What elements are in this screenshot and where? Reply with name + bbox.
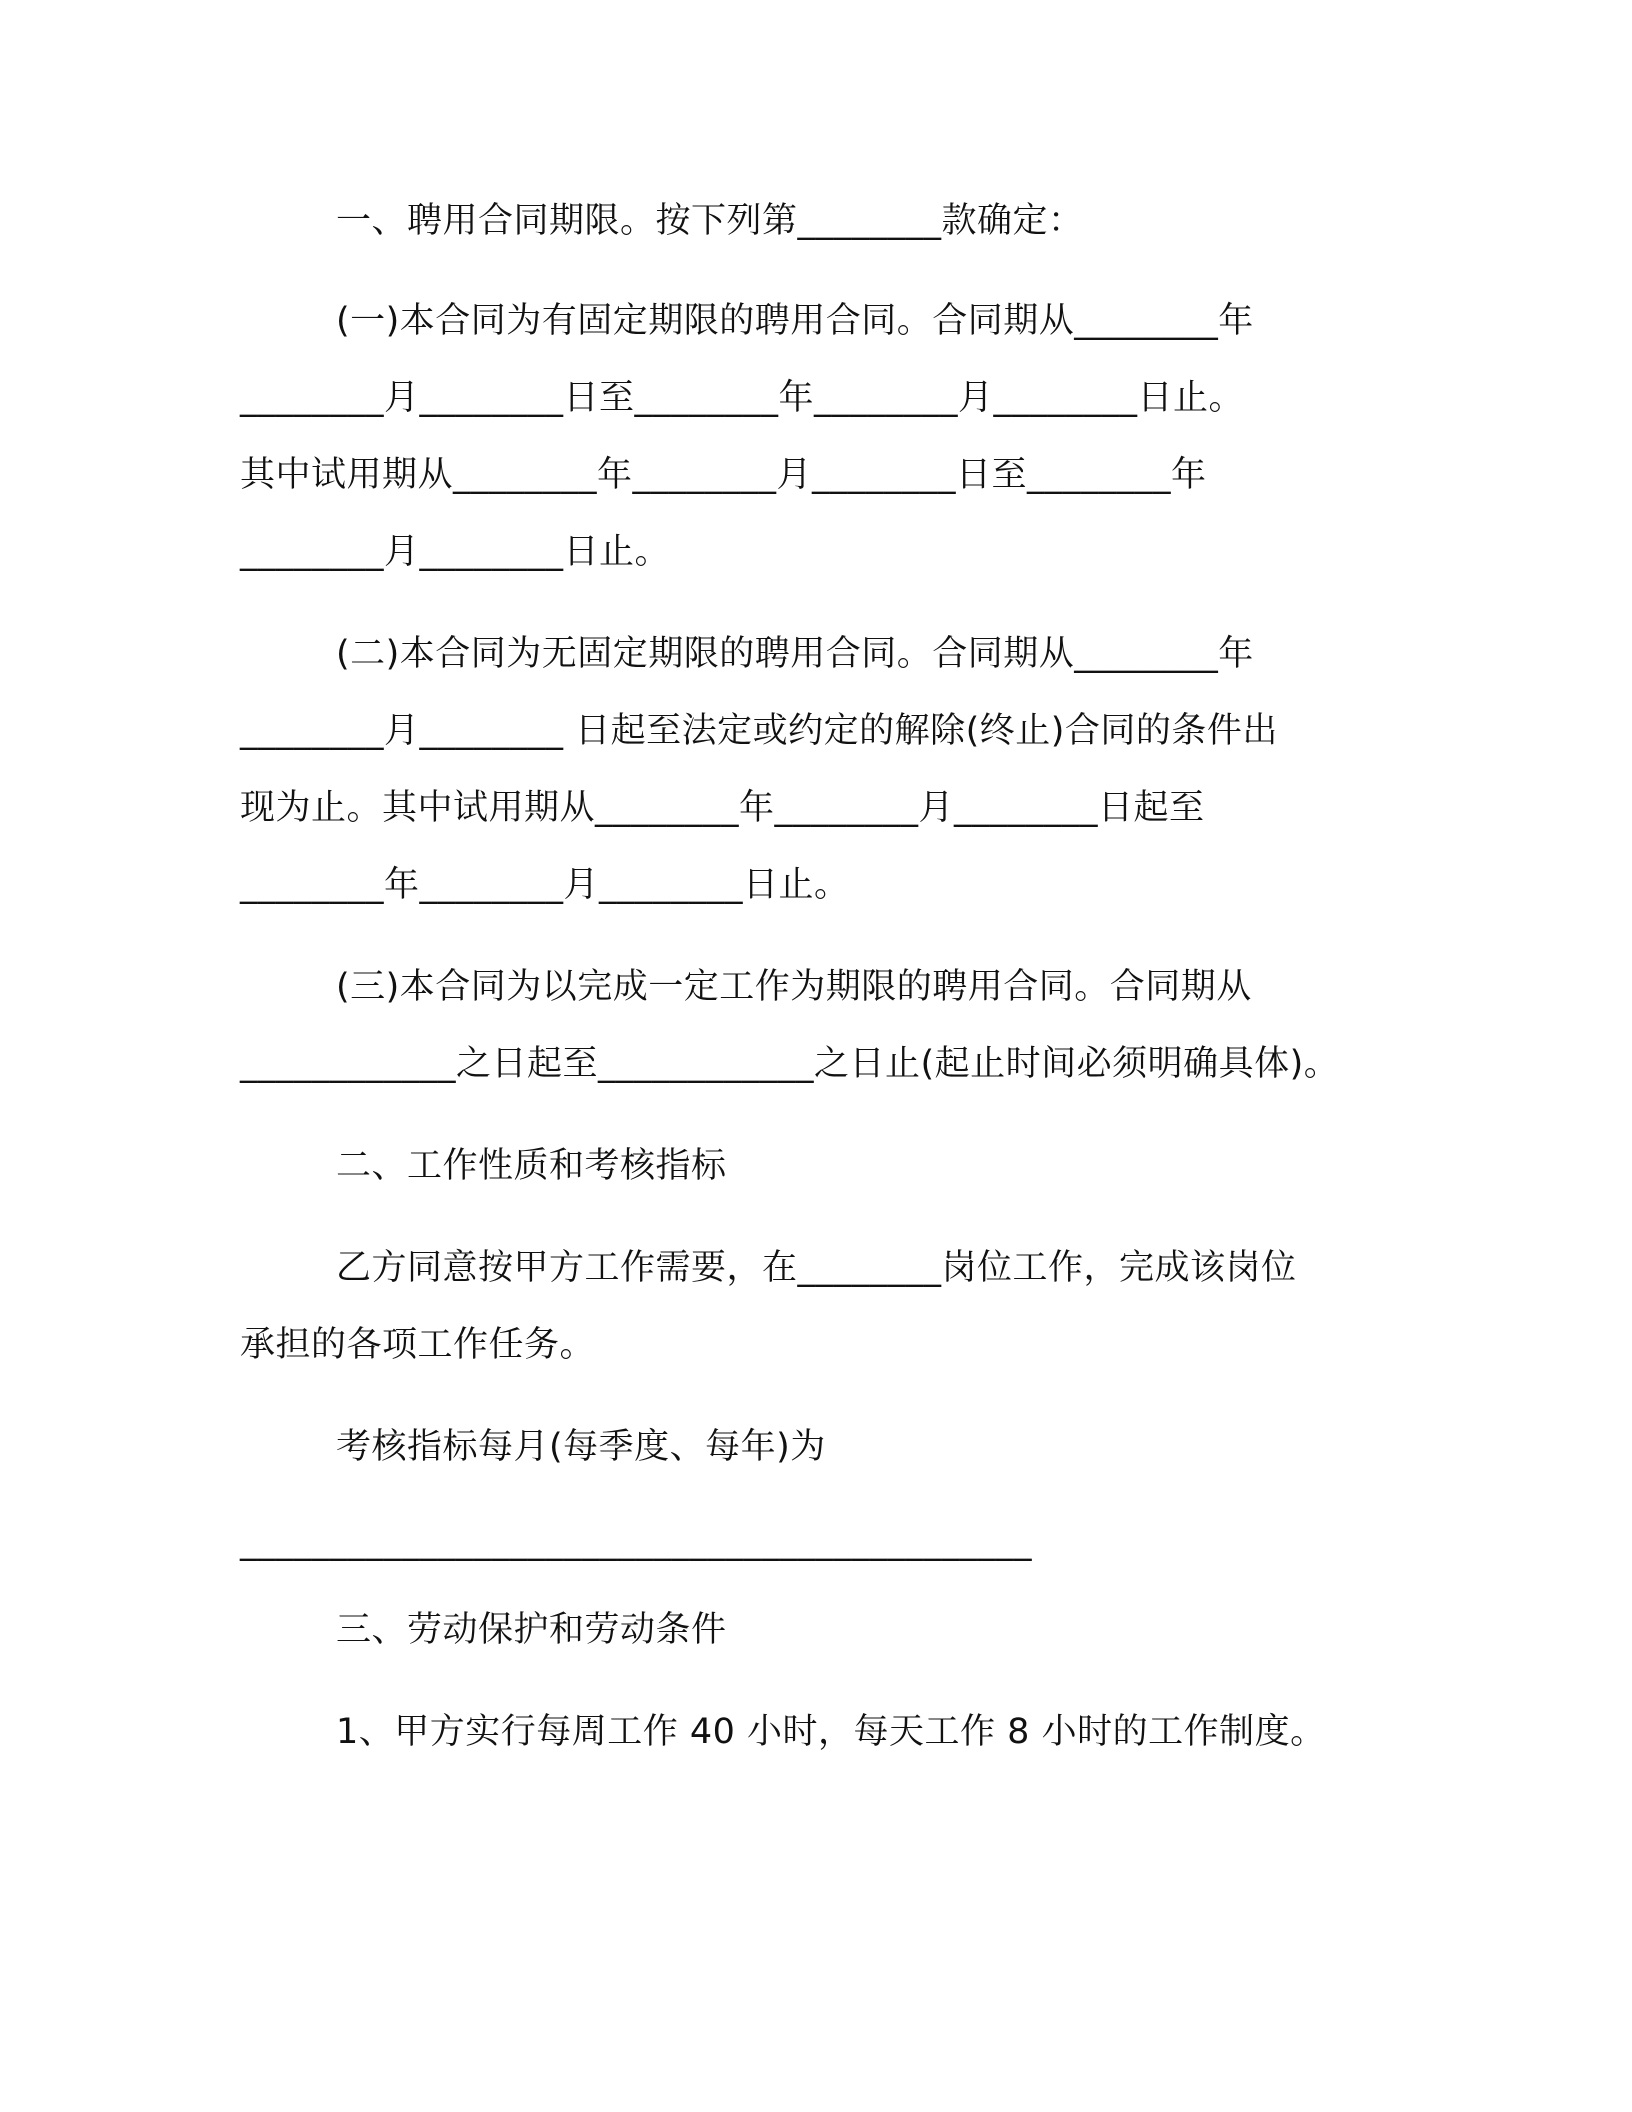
clause-1-line-3: 其中试用期从________年________月________日至________年 <box>240 455 1207 495</box>
clause-2-line-4: ________年________月________日止。 <box>240 865 850 905</box>
clause-1-line-1: (一)本合同为有固定期限的聘用合同。合同期从________年 <box>336 301 1254 341</box>
clause-1-line-4: ________月________日止。 <box>240 532 671 572</box>
clause-3-line-2: ____________之日起至____________之日止(起止时间必须明确具体)。 <box>240 1044 1340 1084</box>
section-2-para-line-1: 乙方同意按甲方工作需要，在________岗位工作，完成该岗位 <box>336 1248 1297 1288</box>
section-3-item-1: 1、甲方实行每周工作 40 小时，每天工作 8 小时的工作制度。 <box>336 1712 1326 1752</box>
section-1-heading: 一、聘用合同期限。按下列第________款确定： <box>336 201 1084 241</box>
clause-3-line-1: (三)本合同为以完成一定工作为期限的聘用合同。合同期从 <box>336 967 1252 1007</box>
section-2-para-line-2: 承担的各项工作任务。 <box>240 1325 596 1365</box>
clause-1-line-2: ________月________日至________年________月________日止。 <box>240 378 1245 418</box>
clause-2-line-3: 现为止。其中试用期从________年________月________日起至 <box>240 788 1205 828</box>
clause-2-line-1: (二)本合同为无固定期限的聘用合同。合同期从________年 <box>336 634 1254 674</box>
assessment-blank: ____________________________________________ <box>240 1522 1032 1562</box>
clause-2-line-2: ________月________ 日起至法定或约定的解除(终止)合同的条件出 <box>240 711 1278 751</box>
section-3-heading: 三、劳动保护和劳动条件 <box>336 1610 727 1650</box>
section-2-heading: 二、工作性质和考核指标 <box>336 1146 727 1186</box>
assessment-label: 考核指标每月(每季度、每年)为 <box>336 1427 826 1467</box>
